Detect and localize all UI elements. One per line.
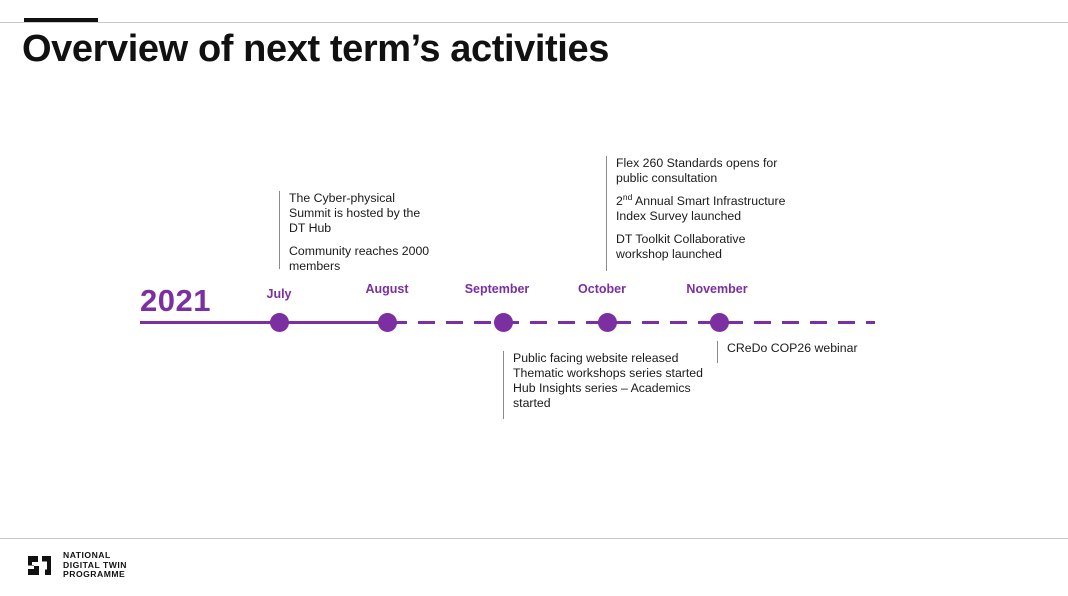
ordinal-rest: Annual Smart Infrastructure — [632, 194, 786, 208]
timeline-node-october[interactable] — [598, 313, 617, 332]
callout-line: Summit is hosted by the — [289, 206, 421, 220]
month-label-august: August — [365, 282, 409, 296]
logo-line-1: NATIONAL — [63, 550, 111, 560]
callout-september — [503, 351, 713, 419]
callout-november — [717, 341, 877, 363]
timeline-node-july[interactable] — [270, 313, 289, 332]
callout-line: public consultation — [616, 171, 718, 185]
callout-line: The Cyber-physical — [289, 191, 395, 205]
callout-line: Community reaches 2000 — [289, 244, 430, 258]
ndtp-logo-text — [63, 551, 127, 580]
callout-line: DT Toolkit Collaborative — [616, 232, 746, 246]
callout-line: DT Hub — [289, 221, 332, 235]
callout-october — [606, 156, 816, 271]
callout-line: Thematic workshops series started — [513, 366, 703, 380]
logo-line-2: DIGITAL TWIN — [63, 559, 127, 570]
ordinal-suffix: nd — [622, 191, 633, 202]
ndtp-logo-icon — [27, 553, 55, 578]
axis-dashed-segment — [390, 321, 875, 324]
callout-line: Public facing website released — [513, 351, 679, 365]
callout-line: Flex 260 Standards opens for — [616, 156, 778, 170]
ordinal-number: 2 — [616, 194, 623, 208]
header-divider — [0, 22, 1068, 23]
callout-line: Index Survey launched — [616, 209, 742, 223]
axis-solid-segment — [140, 321, 392, 324]
callout-line: Hub Insights series – Academics — [513, 381, 691, 395]
timeline-year-label: 2021 — [140, 283, 211, 318]
page-title: Overview of next term’s activities — [22, 28, 609, 70]
logo-line-3: PROGRAMME — [63, 569, 126, 580]
month-label-july: July — [266, 287, 292, 301]
callout-line: members — [289, 259, 341, 273]
month-label-october: October — [578, 282, 626, 296]
month-label-november: November — [686, 282, 748, 296]
callout-line-ordinal — [616, 191, 816, 209]
callout-line: workshop launched — [616, 247, 722, 261]
month-label-september: September — [464, 282, 530, 296]
timeline-node-september[interactable] — [494, 313, 513, 332]
callout-line: CReDo COP26 webinar — [727, 341, 858, 355]
callout-line: started — [513, 396, 551, 410]
timeline-node-november[interactable] — [710, 313, 729, 332]
timeline-node-august[interactable] — [378, 313, 397, 332]
footer-divider — [0, 538, 1068, 539]
callout-july-august — [279, 191, 449, 273]
footer-logo — [27, 551, 127, 580]
